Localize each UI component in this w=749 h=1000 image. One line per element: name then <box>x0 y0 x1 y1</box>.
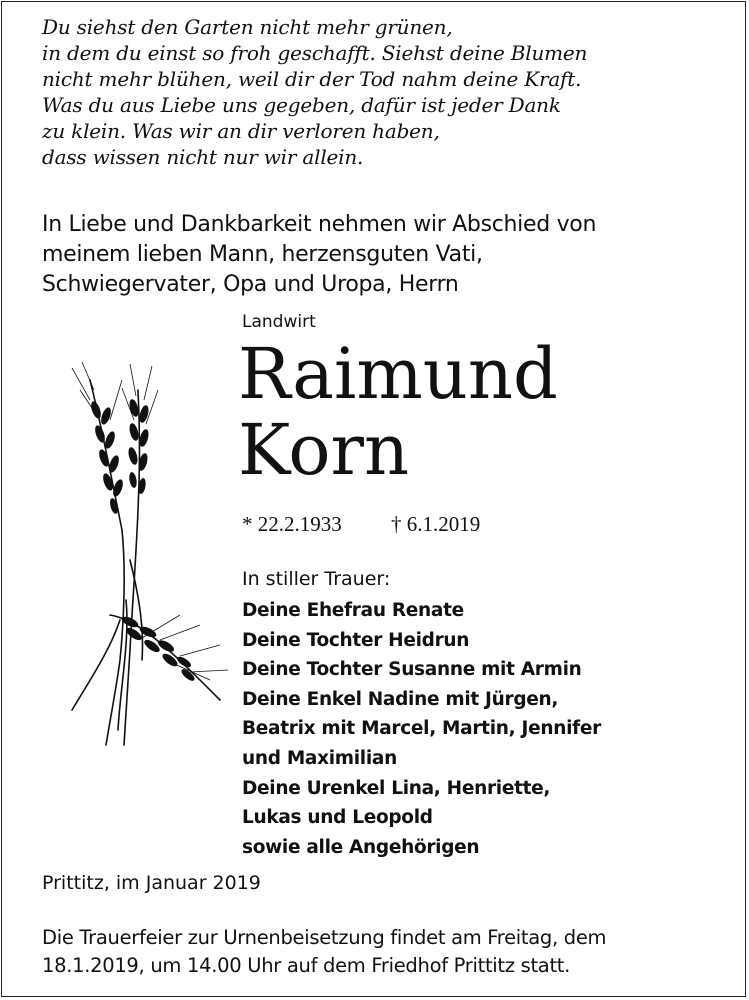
mourner-line: und Maximilian <box>242 747 397 769</box>
poem-line: nicht mehr blühen, weil dir der Tod nahm deine Kraft. <box>42 67 582 91</box>
first-name: Raimund <box>238 333 558 415</box>
intro-line: meinem lieben Mann, herzensguten Vati, <box>42 242 483 267</box>
poem-line: Du siehst den Garten nicht mehr grünen, <box>42 15 453 39</box>
poem <box>42 14 722 170</box>
funeral-info-line: Die Trauerfeier zur Urnenbeisetzung findet am Freitag, dem <box>42 926 607 949</box>
mourners-intro: In stiller Trauer: <box>242 568 391 590</box>
mourner-line: Deine Tochter Heidrun <box>242 629 470 651</box>
poem-line: Was du aus Liebe uns gegeben, dafür ist jeder Dank <box>42 93 561 117</box>
deceased-name <box>238 333 558 491</box>
death-date: † 6.1.2019 <box>391 512 481 536</box>
funeral-info-line: 18.1.2019, um 14.00 Uhr auf dem Friedhof Prittitz statt. <box>42 954 571 977</box>
intro-line: In Liebe und Dankbarkeit nehmen wir Abschied von <box>42 212 597 237</box>
occupation: Landwirt <box>242 312 316 332</box>
mourner-line: Deine Tochter Susanne mit Armin <box>242 659 582 681</box>
mourner-line: Lukas und Leopold <box>242 807 433 829</box>
birth-date: * 22.2.1933 <box>242 512 342 536</box>
mourner-line: sowie alle Angehörigen <box>242 836 480 858</box>
life-dates <box>242 512 480 537</box>
mourners-list <box>242 596 722 862</box>
last-name: Korn <box>238 409 410 491</box>
place-date: Prittitz, im Januar 2019 <box>42 872 261 894</box>
poem-line: zu klein. Was wir an dir verloren haben, <box>42 119 440 143</box>
intro-line: Schwiegervater, Opa und Uropa, Herrn <box>42 272 459 297</box>
mourner-line: Deine Urenkel Lina, Henriette, <box>242 777 551 799</box>
mourner-line: Deine Ehefrau Renate <box>242 600 464 621</box>
mourner-line: Deine Enkel Nadine mit Jürgen, <box>242 688 559 710</box>
poem-line: dass wissen nicht nur wir allein. <box>42 145 364 169</box>
intro-text <box>42 210 722 300</box>
mourner-line: Beatrix mit Marcel, Martin, Jennifer <box>242 718 601 740</box>
wheat-ears-icon <box>60 360 230 750</box>
funeral-info <box>42 924 722 980</box>
poem-line: in dem du einst so froh geschafft. Siehst deine Blumen <box>42 41 588 65</box>
